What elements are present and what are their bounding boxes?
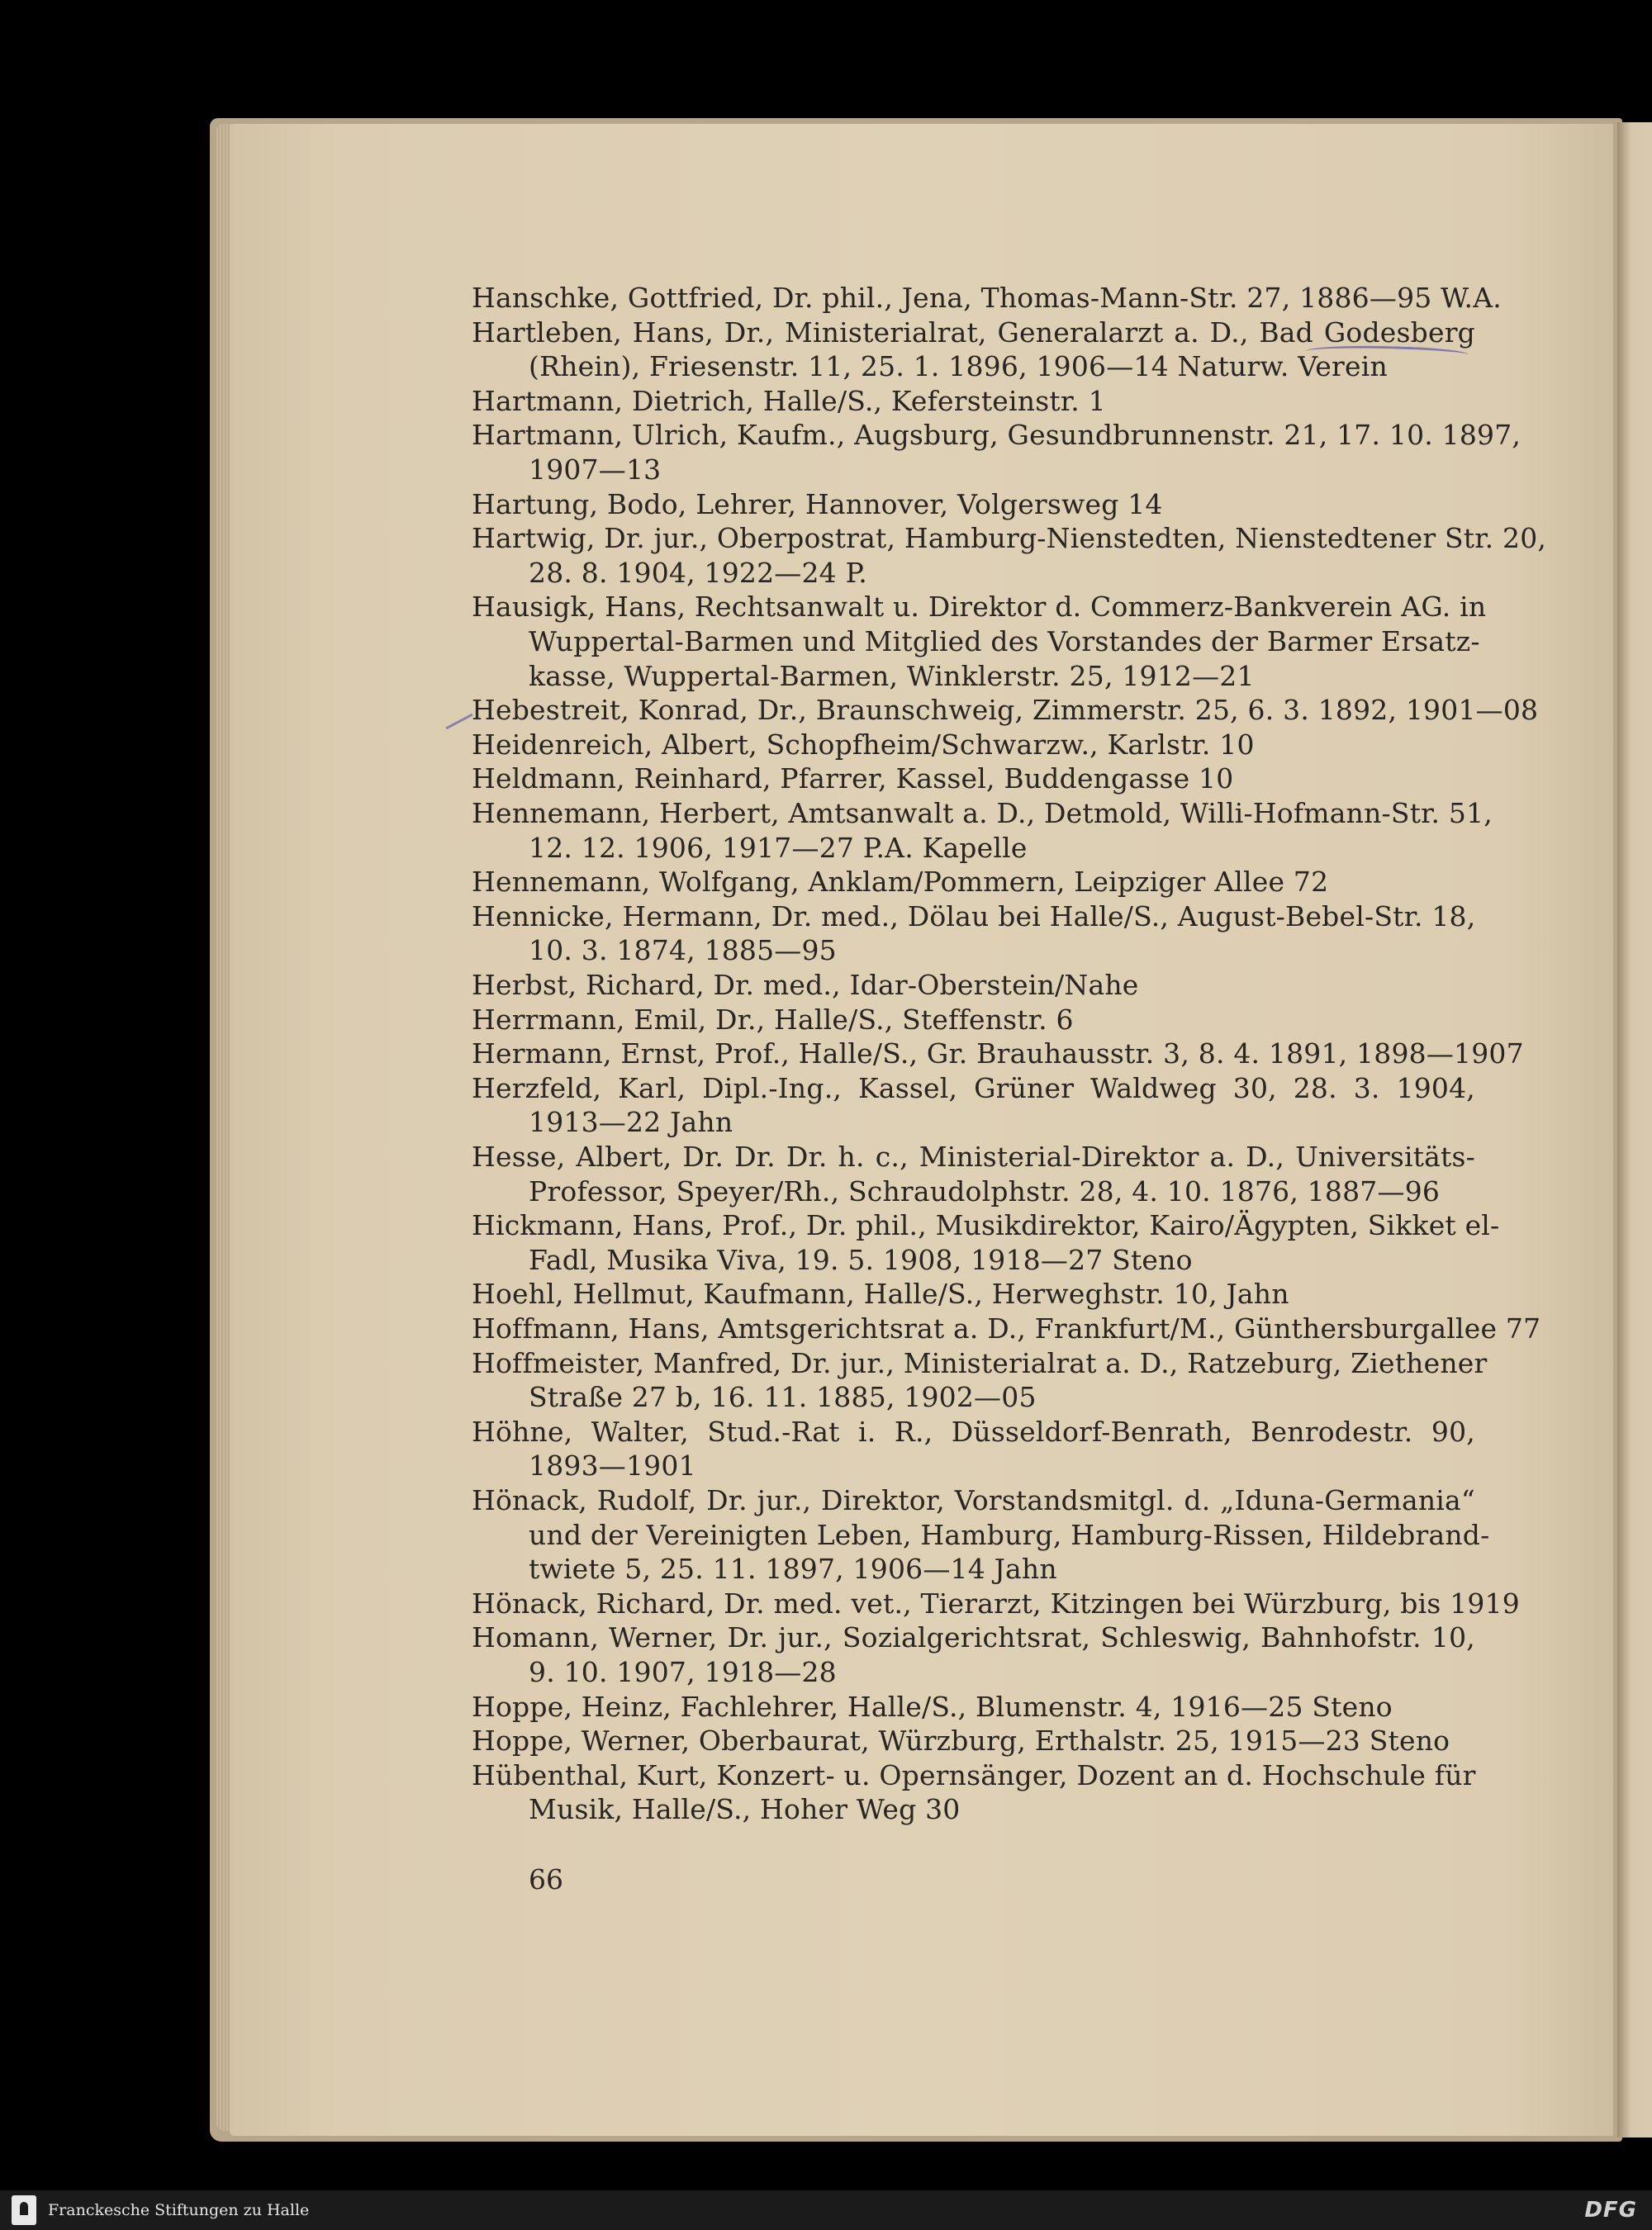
entry-line: Hoppe, Werner, Oberbaurat, Würzburg, Erthalstr. 25, 1915—23 Steno: [472, 1725, 1450, 1758]
entry-line: Hennemann, Herbert, Amtsanwalt a. D., Detmold, Willi-Hofmann-Str. 51,: [472, 797, 1493, 829]
entry-line: Hennicke, Hermann, Dr. med., Dölau bei Halle/S., August-Bebel-Str. 18,: [472, 899, 1476, 932]
entry-continuation-line: Musik, Halle/S., Hoher Weg 30: [529, 1793, 961, 1826]
entry-continuation-line: Professor, Speyer/Rh., Schraudolphstr. 28, 4. 10. 1876, 1887—96: [529, 1174, 1441, 1208]
entry-continuation-line: kasse, Wuppertal-Barmen, Winklerstr. 25, 1912—21: [529, 659, 1255, 692]
entry-continuation-line: 12. 12. 1906, 1917—27 P.A. Kapelle: [529, 831, 1028, 864]
entry-line: Hönack, Rudolf, Dr. jur., Direktor, Vorstandsmitgl. d. „Iduna-Germania“: [472, 1484, 1475, 1516]
entry-continuation-line: 10. 3. 1874, 1885—95: [529, 934, 837, 967]
entry-line: Heidenreich, Albert, Schopfheim/Schwarzw., Karlstr. 10: [472, 728, 1255, 761]
entry-line: Herbst, Richard, Dr. med., Idar-Oberstein/Nahe: [472, 969, 1139, 1001]
entry-line: Hoppe, Heinz, Fachlehrer, Halle/S., Blumenstr. 4, 1916—25 Steno: [472, 1690, 1393, 1723]
entry-line: Hartleben, Hans, Dr., Ministerialrat, Generalarzt a. D., Bad Godesberg: [472, 316, 1475, 349]
entry-continuation-line: 9. 10. 1907, 1918—28: [529, 1656, 837, 1688]
entry-line: Hickmann, Hans, Prof., Dr. phil., Musikdirektor, Kairo/Ägypten, Sikket el-: [472, 1209, 1500, 1242]
dfg-logo[interactable]: DFG: [1584, 2198, 1637, 2223]
entry-line: Hennemann, Wolfgang, Anklam/Pommern, Leipziger Allee 72: [472, 866, 1329, 899]
viewer-footer: [0, 2190, 1652, 2230]
entry-line: Heldmann, Reinhard, Pfarrer, Kassel, Buddengasse 10: [472, 762, 1234, 795]
entry-line: Hausigk, Hans, Rechtsanwalt u. Direktor d. Commerz-Bankverein AG. in: [472, 591, 1487, 624]
entry-continuation-line: Fadl, Musika Viva, 19. 5. 1908, 1918—27 Steno: [529, 1243, 1193, 1276]
entry-line: Herrmann, Emil, Dr., Halle/S., Steffenstr. 6: [472, 1003, 1074, 1036]
entry-continuation-line: 28. 8. 1904, 1922—24 P.: [529, 556, 867, 589]
entry-continuation-line: 1907—13: [529, 453, 662, 486]
page-number: 66: [529, 1863, 563, 1896]
entry-continuation-line: twiete 5, 25. 11. 1897, 1906—14 Jahn: [529, 1553, 1057, 1586]
entry-line: Hebestreit, Konrad, Dr., Braunschweig, Zimmerstr. 25, 6. 3. 1892, 1901—08: [472, 694, 1539, 727]
entry-continuation-line: Wuppertal-Barmen und Mitglied des Vorstandes der Barmer Ersatz-: [529, 625, 1480, 657]
entry-line: Hoehl, Hellmut, Kaufmann, Halle/S., Herweghstr. 10, Jahn: [472, 1278, 1289, 1311]
francke-foundation-logo-icon: [12, 2195, 36, 2225]
entry-continuation-line: und der Vereinigten Leben, Hamburg, Hamburg-Rissen, Hildebrand-: [529, 1518, 1490, 1551]
entry-line: Herzfeld, Karl, Dipl.-Ing., Kassel, Grüner Waldweg 30, 28. 3. 1904,: [472, 1071, 1475, 1104]
entry-line: Hesse, Albert, Dr. Dr. Dr. h. c., Ministerial-Direktor a. D., Universitäts-: [472, 1141, 1475, 1173]
entry-line: Hartmann, Dietrich, Halle/S., Kefersteinstr. 1: [472, 384, 1106, 417]
entry-line: Hartwig, Dr. jur., Oberpostrat, Hamburg-Nienstedten, Nienstedtener Str. 20,: [472, 522, 1547, 555]
entry-continuation-line: Straße 27 b, 16. 11. 1885, 1902—05: [529, 1381, 1037, 1414]
entry-continuation-line: (Rhein), Friesenstr. 11, 25. 1. 1896, 1906—14 Naturw. Verein: [529, 350, 1388, 383]
entry-line: Hermann, Ernst, Prof., Halle/S., Gr. Brauhausstr. 3, 8. 4. 1891, 1898—1907: [472, 1037, 1524, 1070]
institution-name[interactable]: Franckesche Stiftungen zu Halle: [48, 2201, 310, 2219]
entry-line: Hübenthal, Kurt, Konzert- u. Opernsänger, Dozent an d. Hochschule für: [472, 1758, 1476, 1791]
entry-line: Hanschke, Gottfried, Dr. phil., Jena, Thomas-Mann-Str. 27, 1886—95 W.A.: [472, 282, 1502, 314]
entry-line: Hoffmann, Hans, Amtsgerichtsrat a. D., Frankfurt/M., Günthersburgallee 77: [472, 1312, 1541, 1345]
entry-line: Hoffmeister, Manfred, Dr. jur., Ministerialrat a. D., Ratzeburg, Ziethener: [472, 1346, 1488, 1379]
entry-line: Hönack, Richard, Dr. med. vet., Tierarzt, Kitzingen bei Würzburg, bis 1919: [472, 1587, 1520, 1620]
entry-continuation-line: 1913—22 Jahn: [529, 1106, 733, 1139]
entry-continuation-line: 1893—1901: [529, 1450, 696, 1483]
entry-line: Höhne, Walter, Stud.-Rat i. R., Düsseldorf-Benrath, Benrodestr. 90,: [472, 1415, 1475, 1448]
entry-line: Hartmann, Ulrich, Kaufm., Augsburg, Gesundbrunnenstr. 21, 17. 10. 1897,: [472, 419, 1521, 452]
entry-line: Hartung, Bodo, Lehrer, Hannover, Volgersweg 14: [472, 487, 1163, 520]
entry-line: Homann, Werner, Dr. jur., Sozialgerichtsrat, Schleswig, Bahnhofstr. 10,: [472, 1621, 1475, 1654]
